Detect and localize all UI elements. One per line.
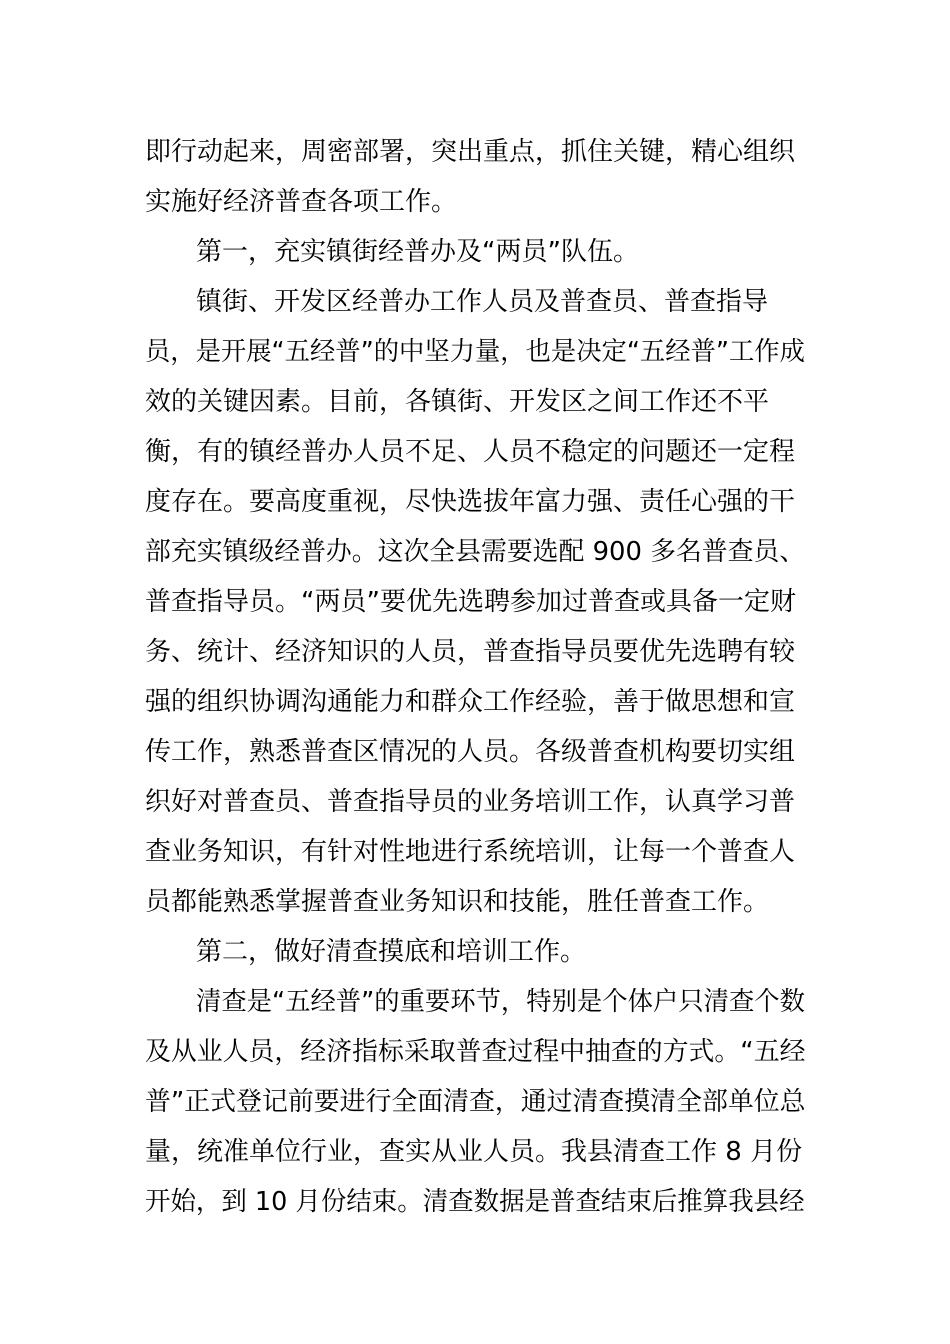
text-line: 即行动起来，周密部署，突出重点，抓住关键，精心组织	[145, 137, 796, 167]
text-line: 部充实镇级经普办。这次全县需要选配 900 多名普查员、	[145, 537, 806, 567]
text-line: 普查指导员。“两员”要优先选聘参加过普查或具备一定财	[145, 587, 796, 617]
text-line: 实施好经济普查各项工作。	[145, 187, 458, 217]
text-line: 员，是开展“五经普”的中坚力量，也是决定“五经普”工作成	[145, 337, 805, 367]
text-line: 效的关键因素。目前，各镇街、开发区之间工作还不平	[145, 387, 770, 417]
text-line: 传工作，熟悉普查区情况的人员。各级普查机构要切实组	[145, 737, 796, 767]
text-line: 务、统计、经济知识的人员，普查指导员要优先选聘有较	[145, 637, 796, 667]
text-line: 强的组织协调沟通能力和群众工作经验，善于做思想和宣	[145, 687, 796, 717]
text-line: 镇街、开发区经普办工作人员及普查员、普查指导	[196, 287, 769, 317]
text-line: 衡，有的镇经普办人员不足、人员不稳定的问题还一定程	[145, 437, 796, 467]
text-line: 普”正式登记前要进行全面清查，通过清查摸清全部单位总	[145, 1087, 806, 1117]
text-line: 清查是“五经普”的重要环节，特别是个体户只清查个数	[196, 987, 805, 1017]
text-line: 量，统准单位行业，查实从业人员。我县清查工作 8 月份	[145, 1137, 803, 1167]
text-line: 员都能熟悉掌握普查业务知识和技能，胜任普查工作。	[145, 887, 770, 917]
text-line: 织好对普查员、普查指导员的业务培训工作，认真学习普	[145, 787, 796, 817]
text-line: 及从业人员，经济指标采取普查过程中抽查的方式。“五经	[145, 1037, 806, 1067]
text-line: 查业务知识，有针对性地进行系统培训，让每一个普查人	[145, 837, 796, 867]
text-line: 开始，到 10 月份结束。清查数据是普查结束后推算我县经	[145, 1187, 805, 1217]
section-heading: 第一，充实镇街经普办及“两员”队伍。	[196, 237, 639, 267]
text-line: 度存在。要高度重视，尽快选拔年富力强、责任心强的干	[145, 487, 796, 517]
section-heading: 第二，做好清查摸底和培训工作。	[196, 937, 587, 967]
